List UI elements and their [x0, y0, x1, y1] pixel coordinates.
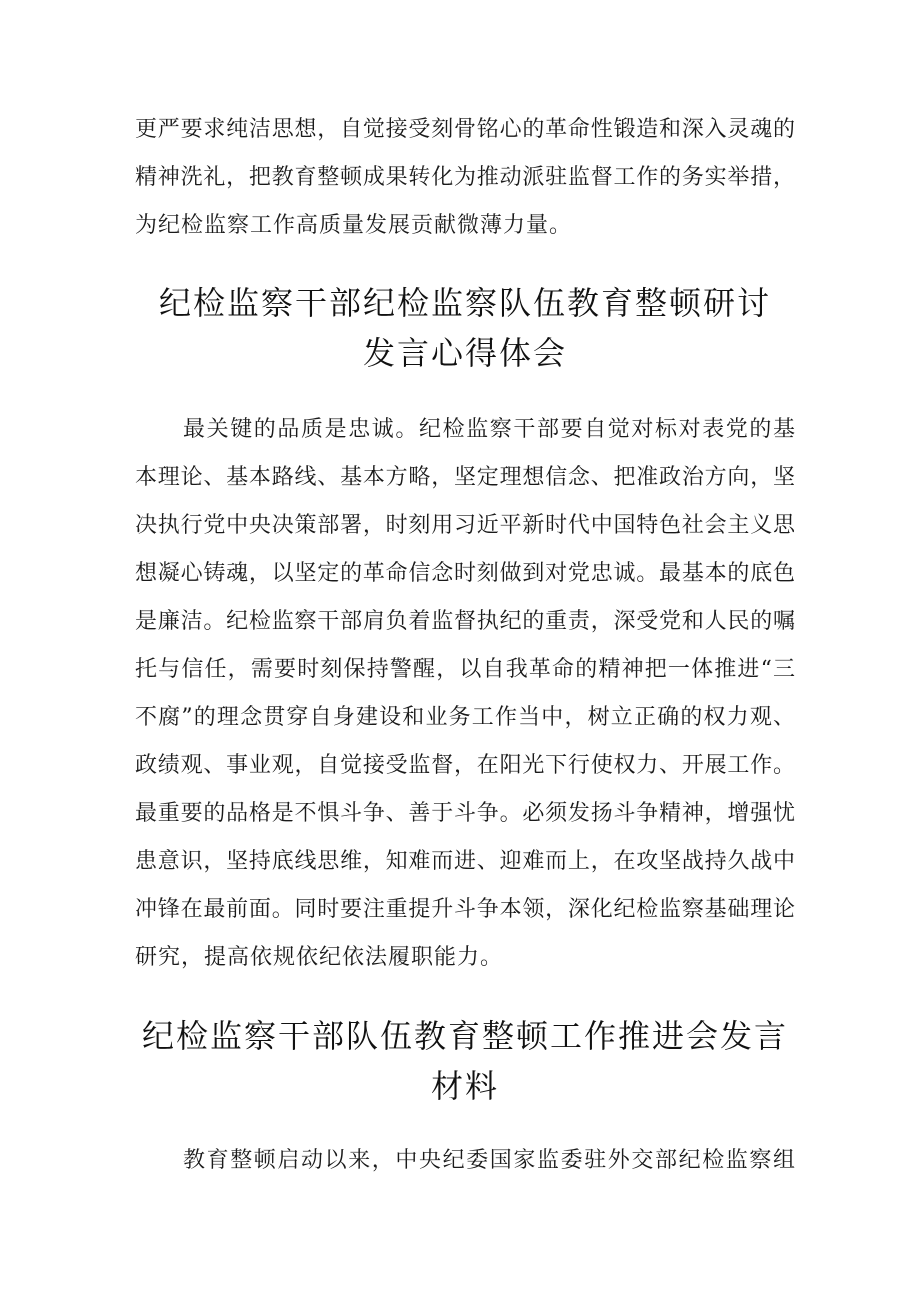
- section-heading-2: [135, 1011, 795, 1111]
- section-1-paragraph: [135, 406, 795, 982]
- heading-line: 发言心得体会: [362, 334, 567, 372]
- heading-line: 纪检监察干部队伍教育整顿工作推进会发言: [141, 1017, 788, 1055]
- body-text-line: 本理论、基本路线、基本方略，坚定理想信念、把准政治方向，坚: [135, 465, 795, 490]
- body-text-line: 患意识，坚持底线思维，知难而进、迎难而上，在攻坚战持久战中: [135, 849, 795, 874]
- section-heading-1: [135, 278, 795, 378]
- heading-line: 纪检监察干部纪检监察队伍教育整顿研讨: [158, 284, 771, 322]
- body-text-line: 不腐”的理念贯穿自身建设和业务工作当中，树立正确的权力观、: [135, 705, 795, 730]
- body-text-line: 最关键的品质是忠诚。纪检监察干部要自觉对标对表党的基: [183, 417, 795, 442]
- intro-paragraph: [135, 106, 795, 250]
- body-text-line: 托与信任，需要时刻保持警醒，以自我革命的精神把一体推进“三: [135, 657, 795, 682]
- body-text-line: 政绩观、事业观，自觉接受监督，在阳光下行使权力、开展工作。: [135, 753, 795, 778]
- body-text-line: 更严要求纯洁思想，自觉接受刻骨铭心的革命性锻造和深入灵魂的: [135, 117, 795, 142]
- section-2-paragraph: [135, 1137, 795, 1185]
- body-text-line: 精神洗礼，把教育整顿成果转化为推动派驻监督工作的务实举措，: [135, 165, 795, 190]
- body-text-line: 最重要的品格是不惧斗争、善于斗争。必须发扬斗争精神，增强忧: [135, 801, 795, 826]
- body-text-line: 为纪检监察工作高质量发展贡献微薄力量。: [135, 213, 573, 238]
- body-text-line: 是廉洁。纪检监察干部肩负着监督执纪的重责，深受党和人民的嘱: [135, 609, 795, 634]
- document-body: [135, 106, 795, 1185]
- body-text-line: 研究，提高依规依纪依法履职能力。: [135, 945, 504, 970]
- heading-line: 材料: [430, 1067, 499, 1105]
- body-text-line: 决执行党中央决策部署，时刻用习近平新时代中国特色社会主义思: [135, 513, 795, 538]
- body-text-line: 想凝心铸魂，以坚定的革命信念时刻做到对党忠诚。最基本的底色: [135, 561, 795, 586]
- body-text-line: 冲锋在最前面。同时要注重提升斗争本领，深化纪检监察基础理论: [135, 897, 795, 922]
- body-text-line: 教育整顿启动以来，中央纪委国家监委驻外交部纪检监察组: [183, 1148, 795, 1173]
